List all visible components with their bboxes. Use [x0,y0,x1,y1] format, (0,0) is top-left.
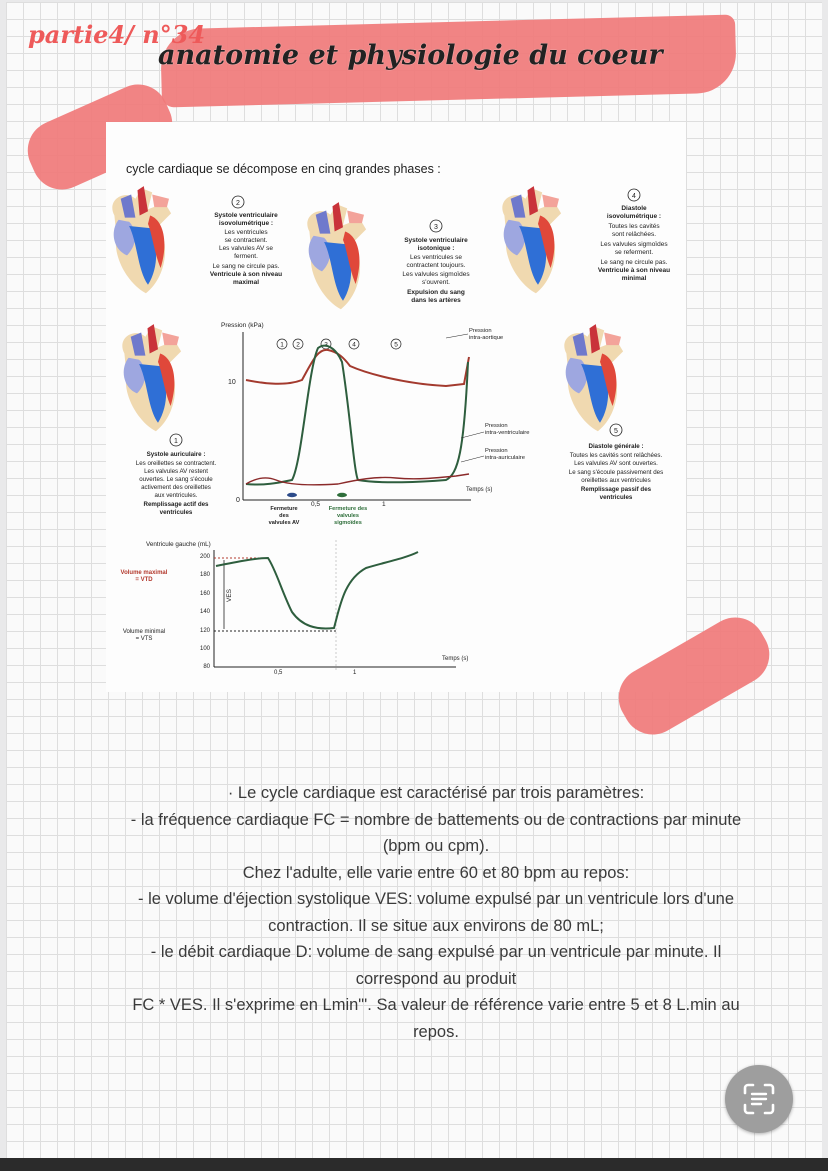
svg-text:140: 140 [199,609,210,615]
svg-text:100: 100 [199,646,210,652]
svg-text:1: 1 [353,670,357,676]
svg-text:sigmoïdes: sigmoïdes [334,520,362,526]
aortic-pressure-curve [246,350,469,386]
svg-text:Les valvules sigmoïdes: Les valvules sigmoïdes [600,241,668,248]
heart-illustration-3 [502,186,561,293]
svg-text:1: 1 [174,438,178,445]
svg-text:ouvertes. Le sang s'écoule: ouvertes. Le sang s'écoule [139,476,213,483]
heart-illustration-2 [307,202,366,309]
svg-text:se contractent.: se contractent. [224,237,268,244]
svg-text:0: 0 [236,497,240,504]
svg-text:Ventricule à son niveau: Ventricule à son niveau [597,267,671,274]
note-line: - le volume d'éjection systolique VES: volume expulsé par un ventricule lors d'une [137,890,735,908]
svg-text:Le sang s'écoule passivement d: Le sang s'écoule passivement des [568,469,664,476]
svg-text:Temps (s): Temps (s) [466,487,493,493]
svg-text:intra-aortique: intra-aortique [469,335,504,341]
svg-text:Toutes les cavités sont relâch: Toutes les cavités sont relâchées. [569,452,663,459]
phase5-caption [569,424,663,501]
page-title: anatomie et physiologie du coeur [158,40,663,71]
svg-text:Les ventricules: Les ventricules [224,229,268,236]
note-line: correspond au produit [355,969,517,988]
svg-text:se referment.: se referment. [614,249,654,256]
note-line: contraction. Il se situe aux environs de 80 mL; [268,916,604,935]
pressure-graph [221,322,529,526]
ventricular-pressure-curve [246,346,468,485]
svg-text:Toutes les cavités: Toutes les cavités [608,223,660,230]
svg-text:5: 5 [614,428,618,435]
note-line: - la fréquence cardiaque FC = nombre de battements ou de contractions par minute [130,810,742,829]
svg-text:Pression (kPa): Pression (kPa) [221,322,264,329]
svg-text:Temps (s): Temps (s) [442,656,469,662]
svg-text:Expulsion du sang: Expulsion du sang [407,289,465,296]
svg-text:Volume minimal: Volume minimal [122,629,166,635]
svg-text:maximal: maximal [232,279,260,286]
notebook-page [6,2,822,1158]
svg-text:des: des [279,513,289,519]
svg-text:isotonique :: isotonique : [417,245,455,252]
svg-text:Volume maximal: Volume maximal [120,570,168,576]
svg-text:Ventricule gauche (mL): Ventricule gauche (mL) [146,541,211,548]
svg-text:Les valvules AV se: Les valvules AV se [218,245,274,252]
note-line: - le débit cardiaque D: volume de sang expulsé par un ventricule par minute. Il [150,943,722,961]
text-scan-icon [739,1079,779,1119]
pressure-phase-markers [277,339,401,349]
svg-text:4: 4 [352,341,356,349]
svg-text:Le sang ne circule pas.: Le sang ne circule pas. [600,259,668,266]
svg-text:160: 160 [199,591,210,597]
note-line: (bpm ou cpm). [382,837,490,855]
svg-text:Remplissage passif des: Remplissage passif des [580,486,652,493]
svg-text:ferment.: ferment. [234,253,258,260]
svg-text:intra-auriculaire: intra-auriculaire [485,455,525,461]
svg-text:ventricules: ventricules [159,509,193,516]
svg-text:Pression: Pression [469,328,492,334]
figure-intro: cycle cardiaque se décompose en cinq grandes phases : [126,162,441,176]
svg-text:isovolumétrique :: isovolumétrique : [218,220,274,227]
svg-text:Remplissage actif des: Remplissage actif des [143,501,209,508]
svg-text:0,5: 0,5 [311,501,321,508]
svg-text:Fermeture: Fermeture [270,506,298,512]
svg-text:Systole auriculaire :: Systole auriculaire : [146,451,206,458]
page-reference: partie4/ n°34 [28,20,206,49]
svg-text:2: 2 [296,341,300,349]
svg-text:aux ventricules.: aux ventricules. [154,492,198,499]
svg-text:dans les artères: dans les artères [411,297,461,304]
text-scan-button[interactable] [725,1065,793,1133]
phase3-caption [402,220,470,304]
svg-text:Diastole: Diastole [621,205,647,212]
svg-text:120: 120 [199,628,210,634]
svg-text:Diastole générale :: Diastole générale : [588,443,644,450]
svg-text:Pression: Pression [485,448,508,454]
bottom-bar [0,1158,828,1171]
svg-text:Les valvules sigmoïdes: Les valvules sigmoïdes [402,271,470,278]
svg-text:isovolumétrique :: isovolumétrique : [606,213,662,220]
ventricular-volume-curve [216,552,418,628]
svg-text:0,5: 0,5 [274,670,283,676]
heart-illustration-4 [122,324,181,431]
svg-text:ventricules: ventricules [599,494,633,501]
svg-text:= VTD: = VTD [135,577,153,583]
svg-text:2: 2 [236,200,240,207]
svg-text:s'ouvrent.: s'ouvrent. [422,279,450,286]
volume-graph [121,540,469,676]
cardiac-cycle-figure [106,122,686,692]
note-line: repos. [413,1022,459,1041]
svg-text:Ventricule à son niveau: Ventricule à son niveau [209,271,283,278]
svg-text:180: 180 [199,572,210,578]
svg-text:1: 1 [382,501,386,508]
svg-text:valvules AV: valvules AV [268,520,300,526]
svg-text:valvules: valvules [336,513,360,519]
heart-illustration-5 [564,324,623,431]
note-line: · Le cycle cardiaque est caractérisé par trois paramètres: [227,784,645,802]
svg-text:80: 80 [203,664,210,670]
figure-svg [106,122,686,692]
svg-text:5: 5 [394,341,398,349]
heart-illustration-1 [112,186,171,293]
svg-text:oreillettes aux ventricules: oreillettes aux ventricules [581,477,651,484]
svg-text:Les oreillettes se contractent: Les oreillettes se contractent. [135,460,217,467]
note-line: FC * VES. Il s'exprime en Lmin"'. Sa valeur de référence varie entre 5 et 8 L.min au [132,996,740,1014]
svg-text:200: 200 [199,554,210,560]
svg-text:contractent toujours.: contractent toujours. [406,262,466,269]
svg-text:10: 10 [228,379,236,386]
svg-text:sont relâchées.: sont relâchées. [611,231,657,238]
svg-text:Les ventricules se: Les ventricules se [409,254,463,261]
phase1-caption [136,434,217,516]
svg-text:3: 3 [434,224,438,231]
svg-text:Les valvules AV restent: Les valvules AV restent [144,468,208,475]
phase4-caption [598,189,670,282]
svg-text:3: 3 [324,341,328,349]
svg-text:Pression: Pression [485,423,508,429]
note-line: Chez l'adulte, elle varie entre 60 et 80 bpm au repos: [242,863,630,882]
svg-text:Les valvules AV sont ouvertes.: Les valvules AV sont ouvertes. [574,460,658,467]
svg-text:= VTS: = VTS [135,636,153,642]
svg-text:Systole ventriculaire: Systole ventriculaire [214,212,278,219]
svg-text:1: 1 [280,341,284,349]
svg-text:intra-ventriculaire: intra-ventriculaire [485,430,530,436]
svg-text:activement des oreillettes: activement des oreillettes [141,484,211,491]
notes-block [76,780,796,1045]
svg-text:Fermeture des: Fermeture des [328,506,368,512]
svg-text:Systole ventriculaire: Systole ventriculaire [404,237,468,244]
svg-text:Le sang ne circule pas.: Le sang ne circule pas. [212,263,280,270]
phase2-caption [210,196,282,286]
svg-text:VES: VES [226,588,233,602]
svg-text:minimal: minimal [621,275,647,282]
svg-text:4: 4 [632,193,636,200]
